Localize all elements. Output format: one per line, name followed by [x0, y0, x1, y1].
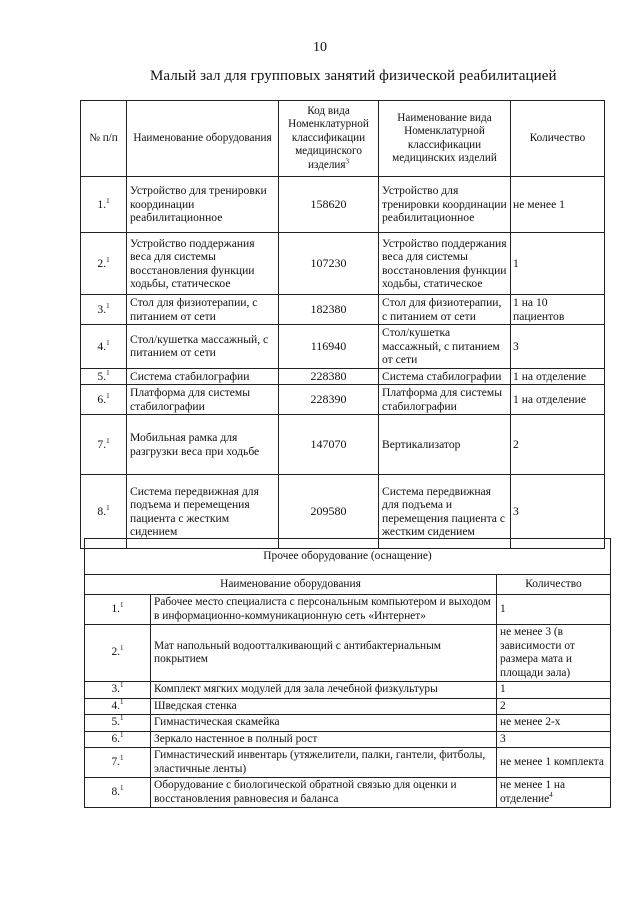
classification-kind: Система передвижная для подъема и перемещения пациента с жестким сидением [379, 475, 511, 549]
quantity-text: 3 [500, 732, 506, 745]
table-row [81, 325, 605, 369]
header-equipment-name: Наименование оборудования [127, 101, 279, 177]
row-number-footnote: 1 [120, 730, 124, 739]
row-number [81, 295, 127, 325]
row-number-text: 6. [97, 392, 107, 406]
equipment-name: Система передвижная для подъема и перемещения пациента с жестким сидением [127, 475, 279, 549]
row-number-text: 1. [97, 197, 107, 211]
row-number [81, 368, 127, 385]
table-row [85, 731, 611, 748]
page-number: 10 [313, 40, 327, 55]
equipment-name: Мат напольный водоотталкивающий с антибактериальным покрытием [151, 625, 497, 682]
classification-code: 228380 [279, 368, 379, 385]
table-row [81, 177, 605, 233]
header-quantity: Количество [511, 101, 605, 177]
classification-code: 209580 [279, 475, 379, 549]
row-number [81, 325, 127, 369]
row-number-footnote: 1 [120, 714, 124, 723]
quantity [497, 715, 611, 732]
row-number [81, 385, 127, 415]
page-title: Малый зал для групповых занятий физической реабилитацией [150, 68, 557, 84]
row-number-text: 7. [97, 437, 107, 451]
quantity [497, 748, 611, 778]
quantity: 1 [511, 233, 605, 295]
row-number-text: 5. [111, 716, 121, 728]
other-table-caption: Прочее оборудование (оснащение) [85, 539, 611, 575]
table-row [81, 385, 605, 415]
equipment-name: Стол для физиотерапии, с питанием от сети [127, 295, 279, 325]
row-number-footnote: 1 [120, 644, 124, 653]
row-number-footnote: 1 [120, 753, 124, 762]
equipment-name: Гимнастическая скамейка [151, 715, 497, 732]
row-number [85, 778, 151, 808]
quantity: 1 на отделение [511, 368, 605, 385]
quantity-text: не менее 1 комплекта [500, 755, 604, 768]
row-number-footnote: 1 [106, 391, 110, 400]
table-row [81, 415, 605, 475]
row-number [81, 177, 127, 233]
table-row [85, 625, 611, 682]
quantity: 1 на отделение [511, 385, 605, 415]
main-table-body [81, 177, 605, 549]
quantity [497, 625, 611, 682]
quantity-text: не менее 3 (в зависимости от размера мата и площади зала) [500, 626, 575, 679]
equipment-name: Зеркало настенное в полный рост [151, 731, 497, 748]
row-number-text: 8. [111, 785, 121, 798]
row-number-text: 5. [97, 369, 107, 383]
row-number-text: 2. [97, 256, 107, 270]
equipment-name: Шведская стенка [151, 698, 497, 715]
classification-kind: Устройство для тренировки координации реабилитационное [379, 177, 511, 233]
quantity-text: не менее 1 на отделение [500, 779, 566, 805]
row-number-text: 6. [111, 732, 121, 745]
row-number-footnote: 1 [106, 301, 110, 310]
table-row [85, 682, 611, 699]
header-code [279, 101, 379, 177]
quantity [497, 698, 611, 715]
row-number [85, 748, 151, 778]
other-table-caption-row [85, 539, 611, 575]
equipment-name: Мобильная рамка для разгрузки веса при ходьбе [127, 415, 279, 475]
equipment-name: Платформа для системы стабилографии [127, 385, 279, 415]
classification-kind: Стол/кушетка массажный, с питанием от сети [379, 325, 511, 369]
row-number-text: 4. [111, 699, 121, 712]
table-row [81, 295, 605, 325]
quantity: 3 [511, 475, 605, 549]
table-row [81, 233, 605, 295]
equipment-name: Устройство поддержания веса для системы восстановления функции ходьбы, статическое [127, 233, 279, 295]
row-number [81, 233, 127, 295]
classification-code: 107230 [279, 233, 379, 295]
table-row [85, 715, 611, 732]
row-number-footnote: 1 [106, 436, 110, 445]
table-row [85, 595, 611, 625]
quantity-text: 2 [500, 699, 506, 712]
table-row [85, 698, 611, 715]
row-number-footnote: 1 [106, 196, 110, 205]
header-code-footnote: 3 [345, 157, 350, 166]
row-number [85, 715, 151, 732]
row-number-footnote: 1 [106, 503, 110, 512]
classification-code: 158620 [279, 177, 379, 233]
row-number-footnote: 1 [120, 697, 124, 706]
quantity: не менее 1 [511, 177, 605, 233]
row-number-footnote: 1 [120, 681, 124, 690]
quantity-text: 1 [500, 683, 506, 695]
row-number [85, 682, 151, 699]
equipment-name: Оборудование с биологической обратной связью для оценки и восстановления равновесия и баланса [151, 778, 497, 808]
quantity [497, 595, 611, 625]
row-number-footnote: 1 [120, 600, 124, 609]
row-number-text: 4. [97, 339, 107, 353]
row-number-text: 2. [111, 646, 121, 659]
header-code-text: Код вида Номенклатурной классификации медицинского изделия [288, 104, 369, 171]
row-number-footnote: 1 [106, 368, 110, 377]
quantity: 1 на 10 пациентов [511, 295, 605, 325]
other-equipment-table [84, 538, 611, 808]
row-number [81, 415, 127, 475]
quantity [497, 778, 611, 808]
classification-code: 116940 [279, 325, 379, 369]
equipment-name: Стол/кушетка массажный, с питанием от сети [127, 325, 279, 369]
row-number-footnote: 1 [106, 255, 110, 264]
quantity: 3 [511, 325, 605, 369]
header-kind: Наименование вида Номенклатурной классификации медицинских изделий [379, 101, 511, 177]
other-table-body [85, 539, 611, 808]
row-number-text: 3. [111, 683, 121, 695]
equipment-name: Гимнастический инвентарь (утяжелители, палки, гантели, фитболы, эластичные ленты) [151, 748, 497, 778]
classification-kind: Платформа для системы стабилографии [379, 385, 511, 415]
quantity: 2 [511, 415, 605, 475]
equipment-name: Рабочее место специалиста с персональным компьютером и выходом в информационно-коммуникационную сеть «Интернет» [151, 595, 497, 625]
row-number-text: 7. [111, 755, 121, 768]
row-number [85, 625, 151, 682]
main-equipment-table [80, 100, 605, 549]
quantity-text: не менее 2-х [500, 716, 561, 728]
classification-kind: Система стабилографии [379, 368, 511, 385]
quantity-footnote: 4 [549, 790, 553, 799]
classification-kind: Стол для физиотерапии, с питанием от сети [379, 295, 511, 325]
equipment-name: Система стабилографии [127, 368, 279, 385]
header-num: № п/п [81, 101, 127, 177]
quantity [497, 731, 611, 748]
row-number-text: 1. [111, 602, 121, 615]
row-number-text: 8. [97, 504, 107, 518]
classification-code: 182380 [279, 295, 379, 325]
quantity [497, 682, 611, 699]
row-number [85, 698, 151, 715]
table-row [85, 748, 611, 778]
classification-code: 228390 [279, 385, 379, 415]
row-number-text: 3. [97, 302, 107, 316]
row-number-footnote: 1 [120, 783, 124, 792]
table-row [81, 368, 605, 385]
other-header-equipment-name: Наименование оборудования [85, 575, 497, 595]
classification-code: 147070 [279, 415, 379, 475]
row-number [85, 595, 151, 625]
table-row [85, 778, 611, 808]
equipment-name: Комплект мягких модулей для зала лечебной физкультуры [151, 682, 497, 699]
classification-kind: Вертикализатор [379, 415, 511, 475]
other-header-quantity: Количество [497, 575, 611, 595]
equipment-name: Устройство для тренировки координации реабилитационное [127, 177, 279, 233]
row-number-footnote: 1 [106, 338, 110, 347]
quantity-text: 1 [500, 602, 506, 615]
row-number [85, 731, 151, 748]
main-table-header-row [81, 101, 605, 177]
other-table-header-row [85, 575, 611, 595]
classification-kind: Устройство поддержания веса для системы восстановления функции ходьбы, статическое [379, 233, 511, 295]
